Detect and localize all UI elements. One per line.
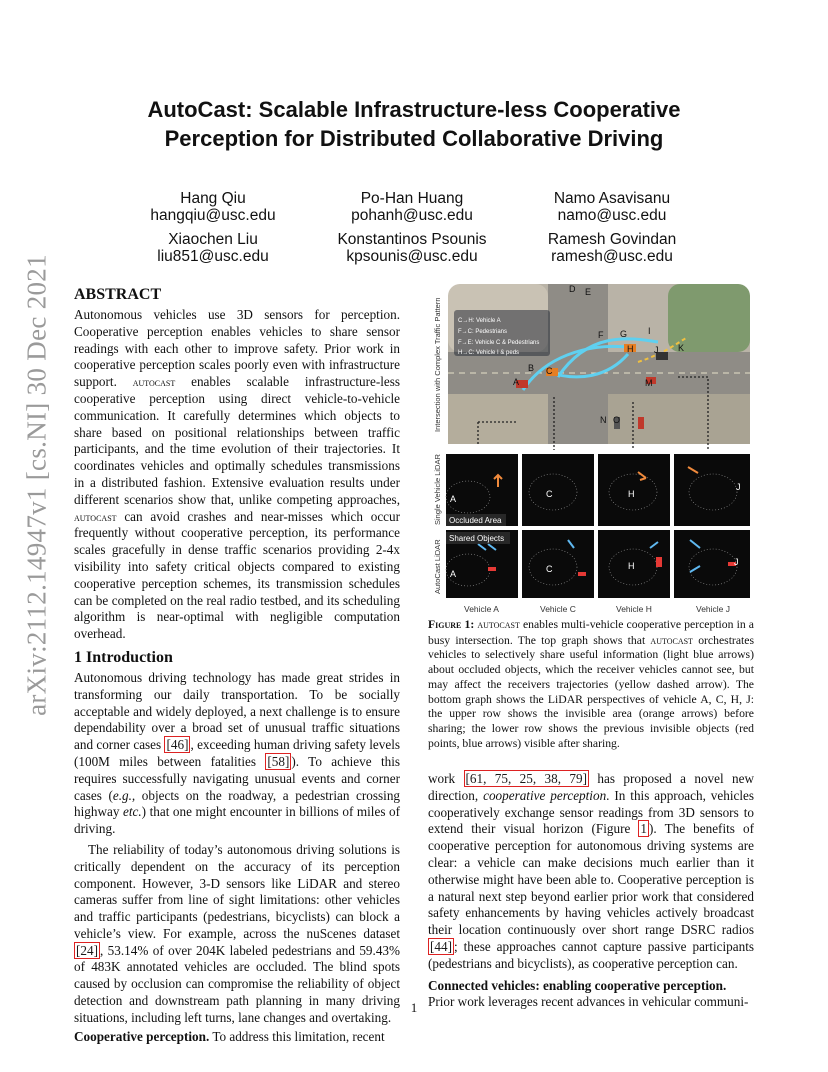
italic-text: e.g., (112, 787, 136, 803)
author-name: Hang Qiu (180, 190, 246, 207)
author-block (103, 190, 323, 224)
intersection-image (448, 284, 750, 450)
vehicle-label: Vehicle C (540, 604, 576, 614)
left-column (74, 285, 400, 1045)
panel-letter: C (546, 489, 553, 499)
node-label: A (513, 377, 520, 387)
node-label: J (654, 345, 659, 355)
shared-objects-label: Shared Objects (449, 534, 505, 543)
citation-link[interactable]: [58] (267, 753, 290, 769)
system-name: autocast (74, 509, 117, 524)
text-span: ) that one might encounter in billions of miles of driving. (74, 804, 401, 837)
text-span: , 53.14% of over 204K labeled pedestrians and 59.43% of 483K annotated vehicles are occluded. The blind spots caused by occlusion can compromise the reliability of object detection and downstream path planning in many driving situations, including left turns, lane changes and overtaking. (74, 942, 400, 1025)
vehicle-label: Vehicle H (616, 604, 652, 614)
intro-paragraph-2 (74, 842, 400, 1027)
node-label: M (645, 378, 653, 388)
caption-text: orchestrates vehicles to selectively share useful information (light blue arrows) about occluded objects, which the receiver vehicles cannot see, but may affect the receivers trajectories (yellow dashed arrow). The bottom graph shows the LiDAR perspectives of vehicle A, C, H, J: the upper row shows the invisible area (orange arrows) before sharing; the lower row shows the previous invisible objects (red points, blue arrows) visible after sharing. (428, 633, 754, 750)
legend-item: F→E: Vehicle C & Pedestrians (458, 340, 540, 346)
text-span: work (428, 771, 456, 786)
author-name: Namo Asavisanu (553, 190, 671, 207)
text-span: ). To achieve this requires successfully navigating unusual events and corner cases ( (74, 753, 400, 803)
italic-text: cooperative perception (483, 787, 607, 803)
arxiv-id: arXiv:2112.14947v1 [cs.NI] 30 Dec 2021 (21, 254, 52, 716)
node-label: B (528, 363, 535, 373)
author-block (502, 231, 722, 265)
node-label: G (620, 329, 628, 339)
system-name: autocast (132, 375, 176, 390)
author-email: ramesh@usc.edu (551, 248, 673, 265)
bold-run-in: Cooperative perception. (74, 1028, 210, 1044)
citation-link[interactable]: [46] (166, 737, 189, 753)
author-block (302, 190, 522, 224)
abstract-part: Autonomous vehicles use 3D sensors for perception. Cooperative perception enables vehicles to share sensor readings with each other to improve safety. Prior work in cooperative perception scales poorly even with infrastructure support. (74, 307, 400, 390)
coop-paragraph (74, 1029, 400, 1046)
citation-link[interactable]: [24] (76, 942, 98, 958)
text-span: , exceeding human driving safety levels (100M miles between fatalities (74, 737, 401, 769)
node-label: C (546, 366, 553, 376)
figure-link[interactable]: 1 (640, 821, 648, 837)
title-line-1: AutoCast: Scalable Infrastructure-less Cooperative (147, 97, 681, 122)
panel-letter: H (628, 489, 635, 499)
node-label: I (648, 326, 651, 336)
author-email: hangqiu@usc.edu (150, 207, 276, 224)
row-label-mid: Single Vehicle LiDAR (433, 454, 442, 525)
node-label: N (600, 415, 607, 425)
abstract-text (74, 307, 400, 643)
author-email: namo@usc.edu (557, 207, 667, 224)
text-span: ). The benefits of cooperative perception for autonomous driving systems are clear: a vehicle can make decisions much earlier than it otherwise might have been able to. Cooperative perception is a natural next step beyond earlier prior work that considered safety enhancements by having vehicles actively broadcast their location continuously over short range DSRC radios (428, 821, 754, 938)
bold-run-in: Connected vehicles: enabling cooperative perception. (428, 977, 727, 993)
text-span: objects on the roadway, a pedestrian crossing highway (74, 787, 401, 820)
panel-letter: J (736, 482, 741, 492)
panel-letter: H (628, 561, 635, 571)
system-name: autocast (650, 632, 693, 647)
author-block (103, 231, 323, 265)
node-label: H (627, 344, 634, 354)
text-span: Autonomous driving technology has made great strides in transforming our daily transportation. To be socially acceptable and widely deployed, a next challenge is to ensure dependability over a broad set of unusual traffic situations and corner cases (74, 669, 400, 753)
author-name: Xiaochen Liu (168, 231, 258, 248)
caption-text: enables multi-vehicle cooperative perception in a busy intersection. The top graph shows that (428, 618, 754, 647)
author-email: pohanh@usc.edu (351, 207, 473, 224)
vehicle-label: Vehicle A (464, 604, 499, 614)
title-line-2: Perception for Distributed Collaborative Driving (164, 126, 664, 151)
text-span: To address this limitation, recent (209, 1028, 385, 1044)
right-paragraph-1 (428, 771, 754, 973)
text-span: Prior work leverages recent advances in vehicular communi- (428, 994, 749, 1010)
author-name: Konstantinos Psounis (337, 231, 487, 248)
page-number: 1 (410, 1000, 418, 1015)
intro-heading: 1 Introduction (74, 648, 173, 666)
panel-letter: J (734, 557, 739, 567)
panel-letter: A (450, 569, 457, 579)
author-block (302, 231, 522, 265)
paper-title (0, 95, 828, 153)
italic-text: etc. (122, 804, 142, 820)
right-column (428, 771, 754, 1011)
legend-item: F→C: Pedestrians (458, 329, 508, 335)
vehicle-label: Vehicle J (696, 604, 731, 614)
author-email: liu851@usc.edu (157, 248, 269, 265)
text-span: has proposed a novel new direction, (428, 771, 755, 803)
author-name: Ramesh Govindan (547, 231, 677, 248)
text-span: ; these approaches cannot capture passive participants (pedestrians and bicyclists), as cooperative perception can. (428, 938, 754, 971)
node-label: O (613, 415, 621, 425)
system-name: autocast (477, 617, 520, 631)
node-label: E (585, 287, 592, 297)
abstract-heading: ABSTRACT (74, 286, 162, 303)
abstract-part: enables scalable infrastructure-less cooperative perception using direct vehicle-to-vehicle communication. It carefully determines which objects to share based on positional relationships between traffic participants, and the time evolution of their trajectories. It coordinates vehicles and optimally schedules transmissions in a distributed fashion. Extensive evaluation results under different scenarios show that, unlike competing approaches, (74, 374, 401, 507)
legend-item: H→C: Vehicle I & peds (458, 350, 520, 356)
caption-label: Figure 1: (428, 618, 475, 631)
node-label: D (569, 284, 576, 294)
author-block (502, 190, 722, 224)
figure-caption (428, 617, 754, 751)
node-label: K (678, 343, 685, 353)
text-span: . In this approach, vehicles cooperatively exchange sensor readings from 3D sensors to extend their visual horizon (Figure (428, 787, 755, 837)
abstract-part: can avoid crashes and near-misses which occur frequently without cooperative perception, its performance scales gracefully in dense traffic scenarios providing 2-4x visibility into safety critical objects compared to existing cooperative perception schemes, its transmission schedules can be completed on the real radio testbed, and its scheduling algorithm is near-optimal with negligible computation overhead. (74, 508, 401, 642)
occluded-area-label: Occluded Area (449, 516, 502, 525)
row-label-top: Intersection with Complex Traffic Pattern (433, 297, 442, 432)
figure-1 (428, 282, 754, 616)
intro-paragraph-1 (74, 670, 400, 838)
legend-item: C→H: Vehicle A (458, 318, 501, 324)
arxiv-stamp (21, 254, 52, 716)
citation-link[interactable]: [61, 75, 25, 38, 79] (465, 771, 587, 786)
node-label: F (598, 330, 604, 340)
lidar-panels (446, 454, 750, 598)
author-email: kpsounis@usc.edu (346, 248, 478, 265)
text-span: The reliability of today’s autonomous driving solutions is critically dependent on the accuracy of its perception component. However, 3-D sensors like LiDAR and stereo cameras suffer from line of sight limitations: other vehicles and traffic participants (pedestrians, bicyclists) can block a vehicle’s view. For example, across the nuScenes dataset (74, 841, 400, 941)
row-label-bot: AutoCast LiDAR (433, 539, 442, 594)
author-name: Po-Han Huang (360, 190, 464, 207)
panel-letter: C (546, 564, 553, 574)
panel-letter: A (450, 494, 457, 504)
citation-link[interactable]: [44] (430, 938, 452, 954)
